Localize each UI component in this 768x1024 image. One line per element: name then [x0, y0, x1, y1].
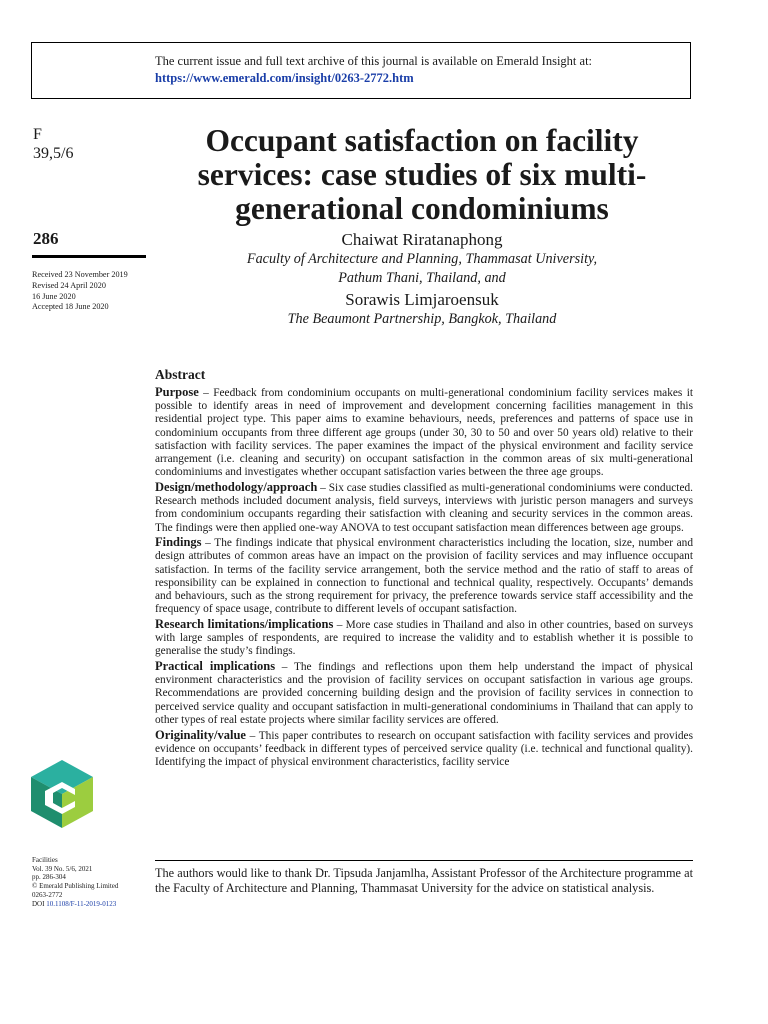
section-text: – This paper contributes to research on occupant satisfaction with facility services and provides evidence on occupants’ feedback in different types of perceived service quality (i.e. technical and functional quality). Identifying the impact of physical environment characteristics, facility service: [155, 729, 693, 768]
author-affiliation: Faculty of Architecture and Planning, Thammasat University,: [246, 251, 598, 267]
author-affiliation: The Beaumont Partnership, Bangkok, Thailand: [287, 311, 557, 327]
section-text: – The findings indicate that physical environment characteristics including the location, size, number and design attributes of common areas have an impact on the provision of facility services and may influence occupant satisfaction. In terms of the facility service arrangement, both the service method and the ratio of staff to areas of responsibility can be explained in connection to functional and technical quality, respectively. Occupants’ demands and behaviours, such as the strong requirement for privacy, the preference towards service staff accessibility and the frequency of space usage, contribute to different levels of occupant satisfaction.: [155, 537, 693, 616]
footnote-rule: [155, 860, 693, 861]
doi-link[interactable]: 10.1108/F-11-2019-0123: [46, 899, 117, 908]
abstract-limitations: [155, 618, 693, 659]
section-label: Design/methodology/approach: [155, 479, 318, 494]
abstract-originality: [155, 729, 693, 770]
journal-letter: F: [33, 126, 42, 143]
doi-label: DOI: [32, 899, 45, 908]
section-label: Originality/value: [155, 727, 246, 742]
section-label: Research limitations/implications: [155, 616, 334, 631]
received-date: Received 23 November 2019: [32, 270, 128, 279]
abstract-heading: Abstract: [155, 367, 206, 382]
page-number: 286: [33, 229, 59, 248]
section-text: – The findings and reflections upon them help understand the impact of physical environment characteristics and the provision of facility services on occupant satisfaction in various age groups. Recommendations are provided concerning building design and the provision of facility services in connection to perceived service quality and occupant satisfaction in multi-generational condominiums in Thailand that can apply to other types of real estate projects where similar facility services are offered.: [155, 661, 694, 726]
doi-line: [32, 900, 118, 909]
section-text: – Feedback from condominium occupants on multi-generational condominium facility services makes it possible to identify areas in need of improvement and development concerning facilities management in this residential project type. This paper aims to examine behaviours, needs, preferences and patterns of space use in condominium occupants from three different age groups (under 30, 30 to 50 and over 50 years old) relative to their satisfaction with facility services. The paper examines the impact of the physical environment and facility service arrangement (i.e. cleaning and security) on occupant satisfaction in the common areas of six multi-generational condominiums and investigates whether occupant satisfaction varies between the three age groups.: [155, 387, 693, 479]
acknowledgement: The authors would like to thank Dr. Tipsuda Janjamlha, Assistant Professor of the Architecture programme at the Faculty of Architecture and Planning, Thammasat University for the advice on statistical analysis.: [155, 866, 693, 895]
copyright: © Emerald Publishing Limited: [32, 882, 119, 891]
section-label: Practical implications: [155, 659, 276, 674]
author-block: [152, 230, 692, 329]
page-range: pp. 286-304: [32, 873, 66, 882]
author-name: Chaiwat Riratanaphong: [341, 230, 503, 249]
abstract-practical: [155, 660, 693, 727]
revised-date-2: 16 June 2020: [32, 291, 76, 301]
paper-title: Occupant satisfaction on facility services: case studies of six multi-generational condominiums: [197, 123, 647, 226]
abstract-purpose: [155, 386, 693, 479]
emerald-logo-icon: [31, 760, 93, 828]
author-name: Sorawis Limjaroensuk: [345, 290, 499, 309]
abstract-body: [155, 386, 693, 771]
abstract-findings: [155, 536, 693, 616]
publication-meta: [32, 856, 118, 908]
page-number-rule: [32, 255, 146, 258]
section-text: – Six case studies classified as multi-generational condominiums were conducted. Research methods included document analysis, field surveys, interviews with juristic person managers and surveys from condominium occupants regarding their satisfaction with cleaning and security services in the common areas. The findings were then applied one-way ANOVA to test occupant satisfaction mean differences between age groups.: [155, 481, 693, 534]
revised-date: Revised 24 April 2020: [32, 280, 106, 290]
journal-url-link[interactable]: https://www.emerald.com/insight/0263-2772.htm: [155, 71, 414, 85]
author-affiliation: Pathum Thani, Thailand, and: [338, 269, 506, 286]
journal-volume: 39,5/6: [33, 145, 74, 162]
article-dates: [32, 270, 128, 313]
journal-name: Facilities: [32, 856, 58, 864]
journal-banner: [31, 42, 691, 99]
banner-text: The current issue and full text archive of this journal is available on Emerald Insight at:: [155, 54, 593, 68]
journal-code: [33, 125, 73, 163]
abstract-design: [155, 481, 693, 535]
issn: 0263-2772: [32, 890, 63, 899]
issue-info: Vol. 39 No. 5/6, 2021: [32, 864, 93, 873]
section-text: – More case studies in Thailand and also in other countries, based on surveys with large samples of respondents, are required to increase the validity and to establish whether it is possible to generalise the study’s findings.: [155, 618, 693, 658]
section-label: Findings: [155, 535, 202, 550]
accepted-date: Accepted 18 June 2020: [32, 302, 109, 312]
section-label: Purpose: [155, 385, 199, 399]
